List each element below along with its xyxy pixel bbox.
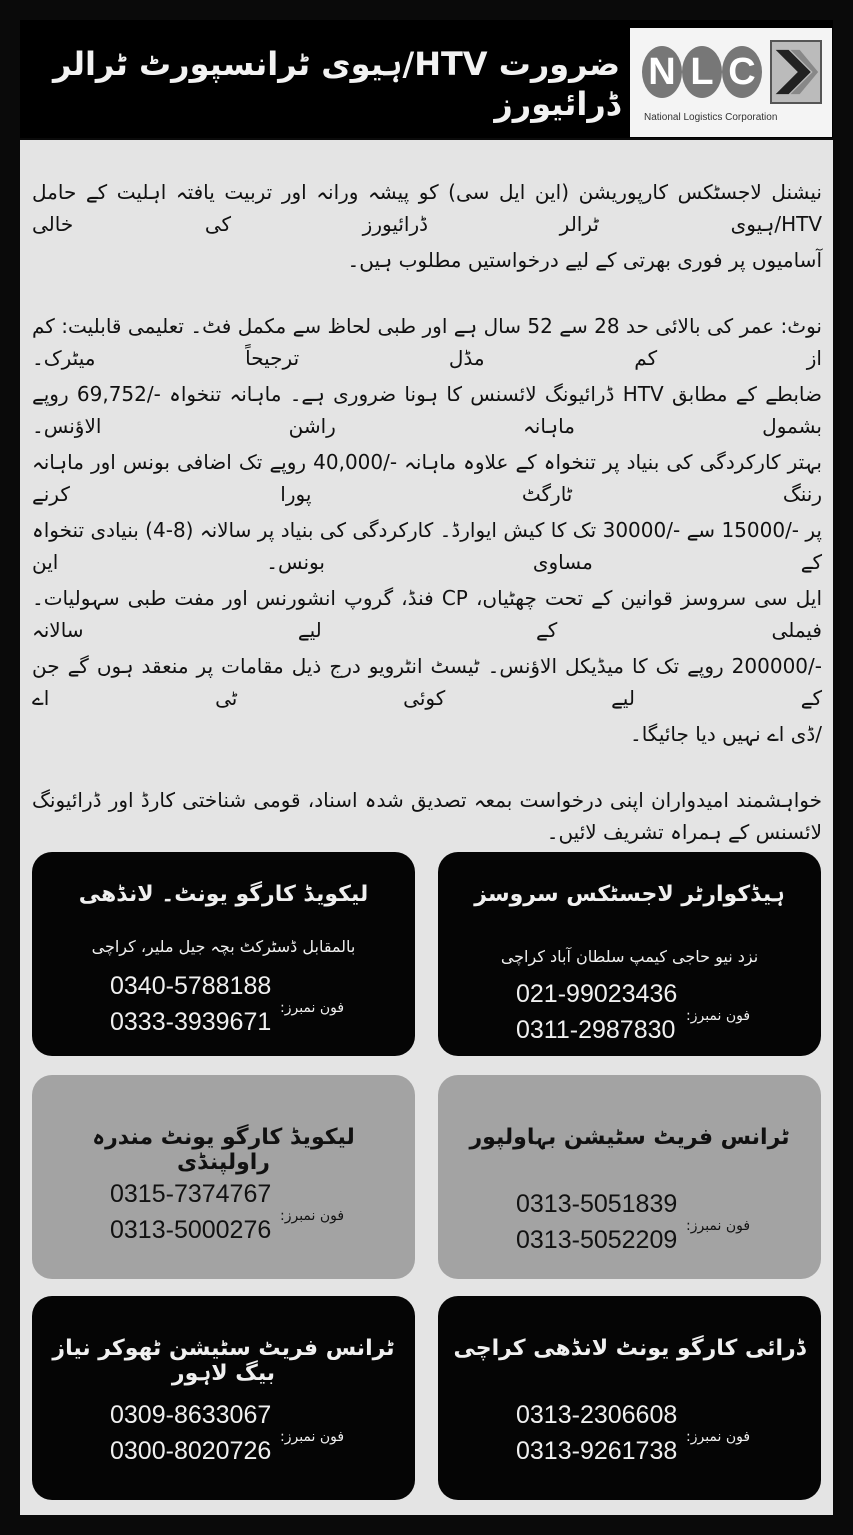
nlc-logo xyxy=(630,28,832,137)
phone-number[interactable]: 0313-9261738 xyxy=(516,1437,678,1465)
phone-number[interactable]: 021-99023436 xyxy=(516,980,678,1008)
phone-number[interactable]: 0313-5051839 xyxy=(516,1190,678,1218)
body-text-line: ایل سی سروسز قوانین کے تحت چھٹیاں، CP فنڈ، گروپ انشورنس اور مفت طبی سہولیات۔ فیملی کے لیے سالانہ xyxy=(32,586,823,642)
phone-label: فون نمبرز: xyxy=(280,1000,345,1016)
logo-letter: C xyxy=(722,46,762,98)
phone-label: فون نمبرز: xyxy=(686,1429,751,1445)
body-text-line: -/200000 روپے تک کا میڈیکل الاؤنس۔ ٹیسٹ انٹرویو درج ذیل مقامات پر منعقد ہوں گے جن کے لیے کوئی ٹی اے xyxy=(32,654,822,710)
location-card xyxy=(32,1296,415,1500)
phone-number[interactable]: 0300-8020726 xyxy=(110,1437,272,1465)
headline: ضرورت HTV/ہیوی ٹرانسپورٹ ٹرالر ڈرائیورز xyxy=(53,45,620,123)
phone-number[interactable]: 0333-3939671 xyxy=(110,1008,272,1036)
phone-label: فون نمبرز: xyxy=(280,1208,345,1224)
body-text-line: بہتر کارکردگی کی بنیاد پر تنخواہ کے علاوہ ماہانہ -/40,000 روپے تک اضافی بونس اور ماہانہ رننگ ٹارگٹ پورا کرنے xyxy=(32,450,822,506)
location-card xyxy=(32,1075,415,1279)
location-address: نزد نیو حاجی کیمپ سلطان آباد کراچی xyxy=(500,947,759,966)
phone-label: فون نمبرز: xyxy=(280,1429,345,1445)
location-title: لیکویڈ کارگو یونٹ۔ لانڈھی xyxy=(78,882,369,907)
phone-number[interactable]: 0311-2987830 xyxy=(516,1016,676,1044)
body-text-line: /ڈی اے نہیں دیا جائیگا۔ xyxy=(629,722,822,746)
logo-letter: N xyxy=(642,46,682,98)
body-text xyxy=(32,172,822,848)
phone-number[interactable]: 0309-8633067 xyxy=(110,1401,272,1429)
phone-label: فون نمبرز: xyxy=(686,1218,751,1234)
body-text-line: آسامیوں پر فوری بھرتی کے لیے درخواستیں مطلوب ہیں۔ xyxy=(347,248,822,272)
location-card xyxy=(32,852,415,1056)
body-text-line: ضابطے کے مطابق HTV ڈرائیونگ لائسنس کا ہونا ضروری ہے۔ ماہانہ تنخواہ -/69,752 روپے بشمول ماہانہ راشن الاؤنس۔ xyxy=(32,382,822,438)
location-title: ہیڈکوارٹر لاجسٹکس سروسز xyxy=(474,882,785,907)
logo-letter: L xyxy=(682,46,722,98)
phone-number[interactable]: 0315-7374767 xyxy=(110,1180,272,1208)
location-title: ڈرائی کارگو یونٹ لانڈھی کراچی xyxy=(453,1336,806,1361)
logo-caption: National Logistics Corporation xyxy=(644,112,778,123)
body-text-line: نیشنل لاجسٹکس کارپوریشن (این ایل سی) کو پیشہ ورانہ اور تربیت یافتہ اہلیت کے حامل HTV/ہیوی ٹرالر ڈرائیورز کی خالی xyxy=(32,180,822,236)
location-card xyxy=(438,852,821,1056)
phone-label: فون نمبرز: xyxy=(686,1008,751,1024)
location-title: ٹرانس فریٹ سٹیشن ٹھوکر نیاز بیگ لاہور xyxy=(52,1336,395,1386)
location-address: بالمقابل ڈسٹرکٹ بچہ جیل ملیر، کراچی xyxy=(91,937,356,956)
location-card xyxy=(438,1296,821,1500)
chevron-logo-icon xyxy=(770,40,822,104)
phone-number[interactable]: 0313-2306608 xyxy=(516,1401,678,1429)
phone-number[interactable]: 0340-5788188 xyxy=(110,972,272,1000)
location-title: لیکویڈ کارگو یونٹ مندرہ راولپنڈی xyxy=(92,1125,355,1175)
body-text-line: نوٹ: عمر کی بالائی حد 28 سے 52 سال ہے اور طبی لحاظ سے مکمل فٹ۔ تعلیمی قابلیت: کم از کم مڈل ترجیحاً میٹرک۔ xyxy=(32,314,822,370)
body-text-line: خواہشمند امیدواران اپنی درخواست بمعہ تصدیق شدہ اسناد، قومی شناختی کارڈ اور ڈرائیونگ لائسنس کے ہمراہ تشریف لائیں۔ xyxy=(32,788,822,844)
phone-number[interactable]: 0313-5000276 xyxy=(110,1216,272,1244)
body-text-line: پر -/15000 سے -/30000 تک کا کیش ایوارڈ۔ کارکردگی کی بنیاد پر سالانہ (8-4) بنیادی تنخواہ کے مساوی بونس۔ این xyxy=(32,518,822,574)
location-card xyxy=(438,1075,821,1279)
location-title: ٹرانس فریٹ سٹیشن بہاولپور xyxy=(469,1125,790,1150)
phone-number[interactable]: 0313-5052209 xyxy=(516,1226,678,1254)
